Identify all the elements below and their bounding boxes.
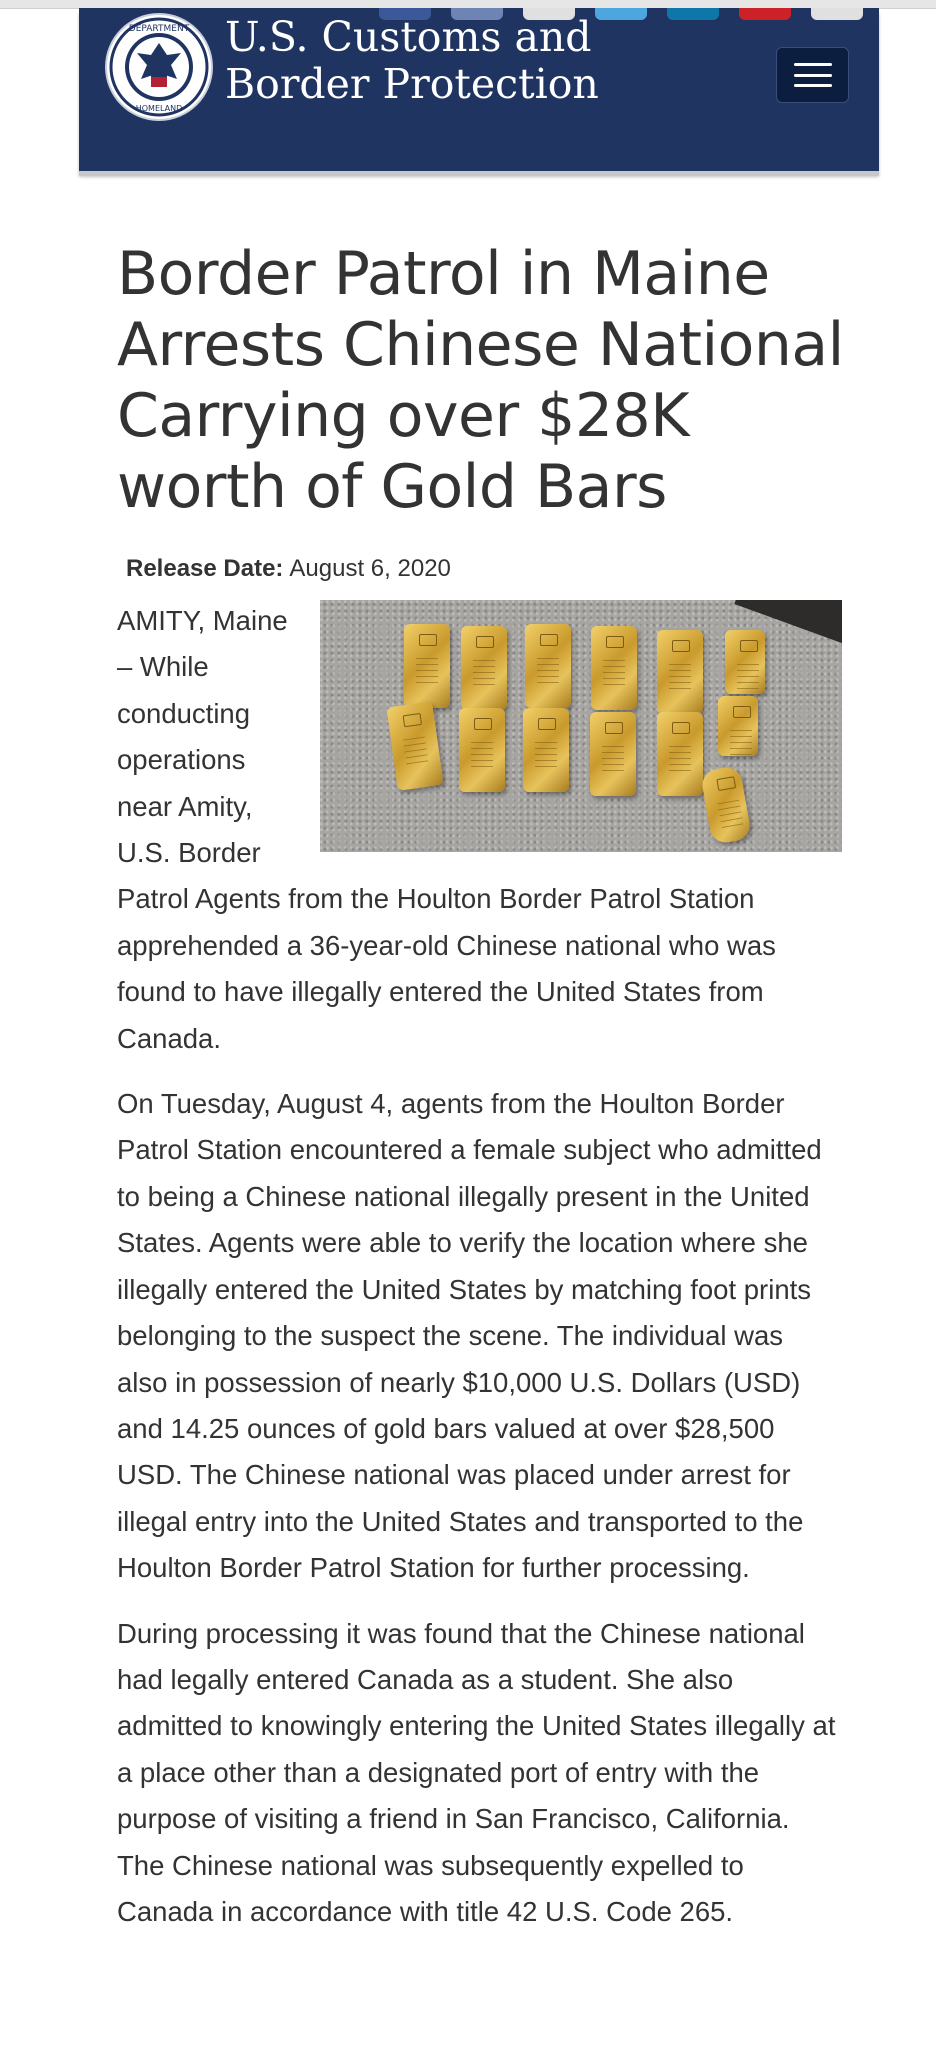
article-paragraph: During processing it was found that the Chinese national had legally entered Canada as a student. She also admitted to knowingly entering the United States illegally at a place other than a designated port of entry with the purpose of visiting a friend in San Francisco, California. The Chinese national was subsequently expelled to Canada in accordance with title 42 U.S. Code 265.	[117, 1617, 836, 1927]
gold-bar	[404, 624, 450, 708]
release-date-line	[126, 553, 451, 585]
site-header	[79, 8, 879, 171]
linkedin-icon[interactable]	[667, 8, 719, 20]
article-paragraph: On Tuesday, August 4, agents from the Houlton Border Patrol Station encountered a female subject who admitted to being a Chinese national illegally present in the United States. Agents were able to verify the location where she illegally entered the United States by matching foot prints belonging to the suspect the scene. The individual was also in possession of nearly $10,000 U.S. Dollars (USD) and 14.25 ounces of gold bars valued at over $28,500 USD. The Chinese national was placed under arrest for illegal entry into the United States and transported to the Houlton Border Patrol Station for further processing.	[117, 1088, 822, 1584]
gold-bar	[700, 765, 752, 845]
dhs-seal-icon[interactable]	[107, 15, 211, 119]
gold-bar	[657, 630, 703, 714]
youtube-icon[interactable]	[739, 8, 791, 20]
release-date-label: Release Date:	[126, 555, 284, 582]
article-body	[117, 598, 839, 1954]
gold-bar	[657, 712, 703, 796]
gold-bars-photo	[320, 600, 842, 852]
svg-text:DEPARTMENT: DEPARTMENT	[128, 24, 190, 34]
svg-text:HOMELAND: HOMELAND	[135, 104, 183, 113]
gold-bar	[525, 624, 571, 708]
hamburger-menu-icon	[794, 63, 832, 87]
gold-bar	[590, 712, 636, 796]
article-headline: Border Patrol in Maine Arrests Chinese National Carrying over $28K worth of Gold Bars	[117, 239, 844, 522]
gold-bar	[523, 708, 569, 792]
menu-button[interactable]	[776, 47, 849, 103]
gold-bar	[718, 696, 758, 756]
gold-bar	[386, 701, 443, 791]
site-title[interactable]: U.S. Customs and Border Protection	[225, 13, 599, 108]
article-paragraph: AMITY, Maine – While conducting operations near Amity, U.S. Border Patrol Agents from the Houlton Border Patrol Station apprehended a 36-year-old Chinese national who was found to have illegally entered the United States from Canada.	[117, 605, 776, 1054]
gold-bar	[725, 630, 765, 694]
gold-bar	[461, 626, 507, 710]
release-date-value: August 6, 2020	[289, 555, 451, 582]
rss-icon[interactable]	[811, 8, 863, 20]
gold-bar	[459, 708, 505, 792]
gold-bar	[591, 626, 637, 710]
